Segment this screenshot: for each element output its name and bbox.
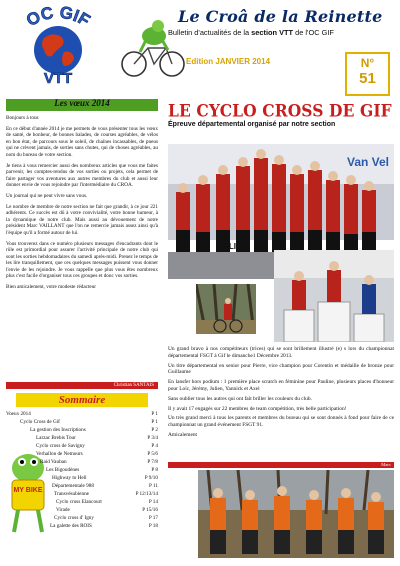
voeux-paragraph: Bien amicalement, votre modeste rédacteur xyxy=(6,284,97,291)
voeux-title: Les vœux 2014 xyxy=(54,98,110,108)
voeux-signature: Christian SANTAIS xyxy=(6,382,158,389)
toc-item-label: Highway to Hell xyxy=(52,475,87,481)
toc-item-label: Les Bigoudènes xyxy=(46,467,80,473)
logo-bottom-text: VTT xyxy=(43,70,73,86)
toc-item-page: P 1 xyxy=(151,419,158,425)
toc-item[interactable] xyxy=(36,450,158,458)
toc-item-page: P 12/13/14 xyxy=(135,491,158,497)
article-paragraph: Il y avait 17 engagés sur 22 membres de team compétition, très belle participation! xyxy=(168,405,347,412)
newsletter-title: Le Croâ de la Reinette xyxy=(178,7,383,26)
toc-item-label: Départementale 988 xyxy=(52,483,94,489)
toc-item-page: P 15/16 xyxy=(142,507,158,513)
newsletter-subtitle xyxy=(168,28,398,37)
article-subheadline: Épreuve départemental organisé par notre section xyxy=(168,121,336,128)
toc-item[interactable] xyxy=(56,506,158,514)
article-paragraph: Un très grand merci à tous les parents et membres du bureau qui se sont donnés à fond pour faire de ce championnat un grand événement FSGT 91. xyxy=(168,415,394,429)
voeux-paragraph: Le nombre de membre de notre section ne fait que grandir, à ce jour 221 adhérents. Ce succès est dû à votre convivialité, votre bonne humeur, à la dynamique de notre club. Mais aussi au dévouement de notre président Marc VAILLANT que l'on ne remercie jamais assez ainsi qu'à l'équipe qu'il a formé autour de lui. xyxy=(6,203,158,236)
toc-item-label: Virade xyxy=(56,507,70,513)
toc-item-label: Cyclo Cross de Gif xyxy=(20,419,60,425)
group-outdoor-photo xyxy=(198,470,394,558)
toc-item[interactable] xyxy=(36,434,158,442)
toc-item-page: P 18 xyxy=(148,523,158,529)
podium-photo xyxy=(274,250,394,342)
toc-item-label: Cyclo cross de Savigny xyxy=(36,443,85,449)
toc-item-page: P 11 xyxy=(149,483,158,489)
voeux-paragraph: Bonjours à tous xyxy=(6,115,39,121)
toc-item-page: P 9/10 xyxy=(144,475,158,481)
toc-item[interactable] xyxy=(20,418,158,426)
issue-number-box xyxy=(345,52,390,96)
article-paragraph: Sans oublier tous les autres qui ont fait briller les couleurs du club. xyxy=(168,395,312,402)
toc-item-page: P 4 xyxy=(151,443,158,449)
toc-item-label: Raid Vauban xyxy=(40,459,67,465)
toc-item[interactable] xyxy=(50,522,158,530)
toc-item[interactable] xyxy=(52,482,158,490)
toc-item-label: La galette des ROIS xyxy=(50,523,92,529)
toc-item-page: P 1 xyxy=(151,411,158,417)
toc-item-label: Transvésubienne xyxy=(54,491,89,497)
banner-text-vanvel: Van Vel xyxy=(346,155,390,169)
toc-item-page: P 7/8 xyxy=(147,459,158,465)
toc-item-label: Voeux 2014 xyxy=(6,411,31,417)
voeux-paragraph: En ce début d'année 2014 je me permets de vous présenter tous les vœux de santé, de bonheur, de bonnes balades, de courses agréables, de vélos en bon état, de parcours sous le soleil, de chaînes incassables, de pneus qui ne crèvent jamais, de sorties sans chutes, qui de choses agréables, au nom du bureau de votre section. xyxy=(6,125,158,158)
toc-item[interactable] xyxy=(36,442,158,450)
toc-item-page: P 14 xyxy=(148,499,158,505)
toc-item[interactable] xyxy=(52,474,158,482)
article-paragraph: Un grand bravo à nos compétiteurs (trices) qui se sont brillement illustré (e) s lors du championnat départemental FSGT à Gif le dimanche1 Décembre 2013. xyxy=(168,346,394,359)
toc-item-label: Cyclo cross Elancourt xyxy=(56,499,102,505)
toc-item-page: P 17 xyxy=(148,515,158,521)
voeux-paragraph: Je tiens à vous remercier aussi des nombreux articles que vous me faites parvenir, les comptes-rendus de vos sorties ou projets, cela permet de faire partager vos aventures aux autres membres du club et aussi leur donner envie de vous rejoindre par l'intermédiaire du CROA. xyxy=(6,162,158,189)
toc-item[interactable] xyxy=(46,466,158,474)
logo-top-text: OC GIF xyxy=(23,4,94,31)
subtitle-prefix: Bulletin d'actualités de la xyxy=(168,28,252,37)
toc-item[interactable] xyxy=(54,514,158,522)
voeux-paragraph: Vous trouverez dans ce numéro plusieurs messages d'encadrants dont le rôle est primordial pour assurer l'activité principale de notre club qui sont les sorties hebdomadaires du samedi après-midi. Prenez le temps de les lire tranquillement, que ces quelques messages puissent vous donner l'envie de les rejoindre. Je vous rappelle que plus vous êtes nombreux plus c'est facile d'organiser tous ces groupes et donc vos sorties. xyxy=(6,240,158,280)
toc-item-label: Cyclo cross d' Igny xyxy=(54,515,94,521)
subtitle-bold: section VTT xyxy=(251,28,294,37)
toc-item[interactable] xyxy=(56,498,158,506)
race-action-photo xyxy=(196,284,256,334)
article-signature: Marc xyxy=(168,462,394,468)
toc-item-page: P 5/6 xyxy=(147,451,158,457)
voeux-paragraph: Un journal qui ne peut vivre sans vous. xyxy=(6,192,88,199)
voeux-text xyxy=(6,115,158,295)
issue-number: 51 xyxy=(359,70,376,87)
subtitle-suffix: de l'OC GIF xyxy=(293,28,334,37)
toc-item-label: La gestion des Inscriptions xyxy=(30,427,86,433)
toc-item[interactable] xyxy=(40,458,158,466)
toc-item-page: P 3/4 xyxy=(147,435,158,441)
edition-label: Edition JANVIER 2014 xyxy=(186,57,271,66)
article-body xyxy=(168,346,394,442)
toc-item-label: Larzac Brebis Tour xyxy=(36,435,76,441)
cartoon-sign-text: MY BIKE xyxy=(13,487,43,494)
club-logo xyxy=(6,4,110,86)
article-paragraph: Un titre départemental en senior pour Pierre, vice champion pour Corentin et médaille de bronze pour Guillaume xyxy=(168,362,394,376)
toc-item-label: Verhallon de Nemours xyxy=(36,451,83,457)
sommaire-title: Sommaire xyxy=(58,394,106,406)
toc-item-page: P 2 xyxy=(151,427,158,433)
toc-item[interactable] xyxy=(30,426,158,434)
article-paragraph: En lansfer hors podium : 1 première place scratch en féminine pour Pauline, plusieurs places d'honneur pour Loïc, Jérémy, Julien, Yannick et Axel xyxy=(168,379,394,392)
article-paragraph: Amicalement xyxy=(168,431,198,438)
issue-label: N° xyxy=(360,56,375,70)
toc-item[interactable] xyxy=(54,490,158,498)
toc-item-page: P 8 xyxy=(151,467,158,473)
article-headline: LE CYCLO CROSS DE GIF xyxy=(168,100,392,121)
toc-item[interactable] xyxy=(6,410,158,418)
